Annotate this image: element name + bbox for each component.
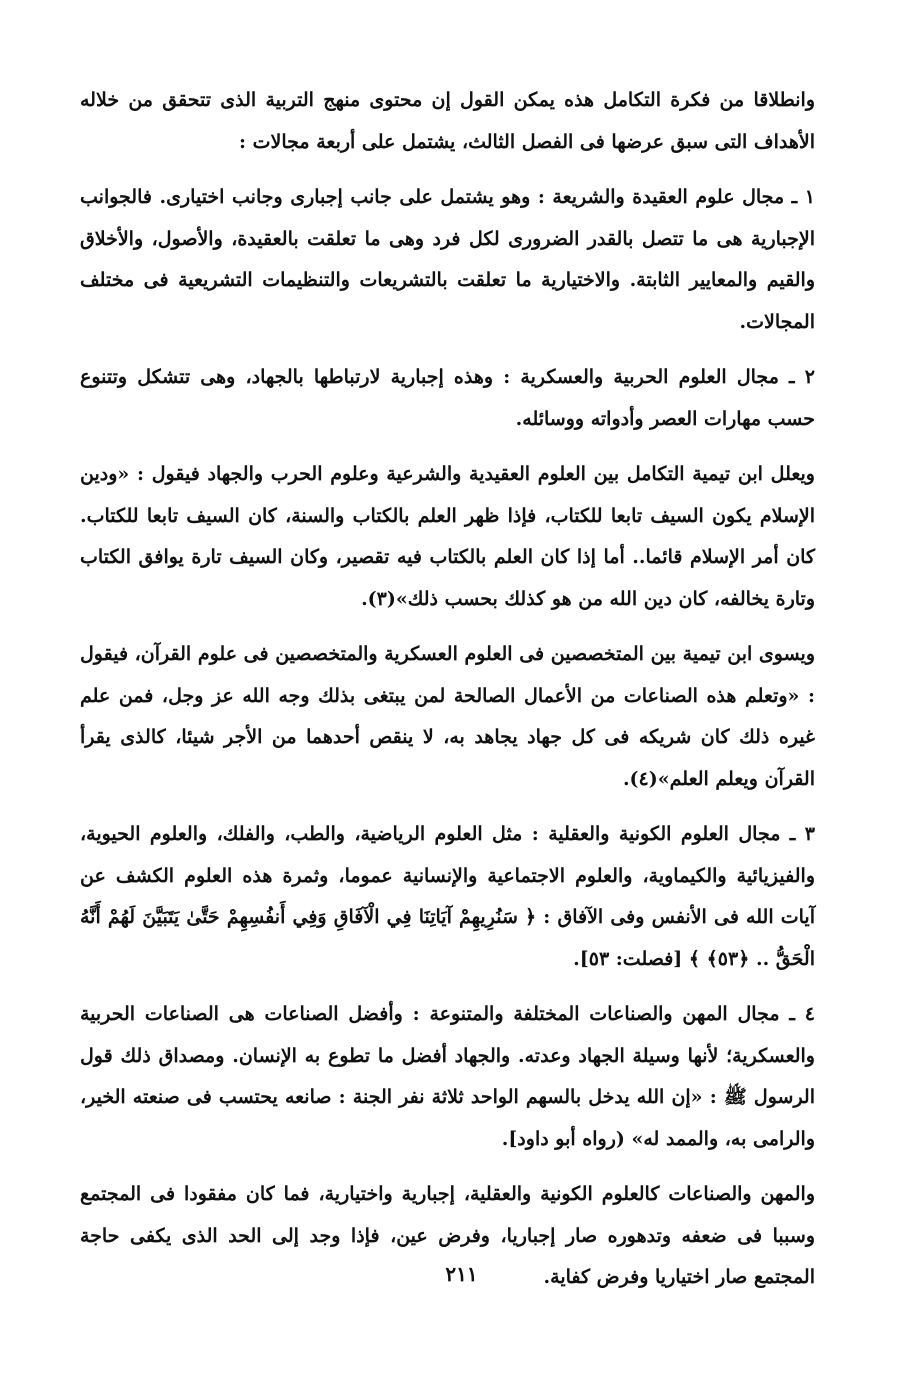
paragraph-ibn-taymiyya-sword: ويعلل ابن تيمية التكامل بين العلوم العقيدية والشرعية وعلوم الحرب والجهاد فيقول : «ودين الإسلام يكون السيف تابعا للكتاب، فإذا ظهر العلم بالكتاب والسنة، كان السيف تابعا للكتاب. كان أمر الإسلام قائما.. أما إذا كان العلم بالكتاب فيه تقصير، وكان السيف تارة يوافق الكتاب وتارة يخالفه، كان دين الله من هو كذلك بحسب ذلك»(٣). — [80, 463, 815, 610]
paragraph-field-3-natural-sciences: ٣ ـ مجال العلوم الكونية والعقلية : مثل العلوم الرياضية، والطب، والفلك، والعلوم الحيوية، والفيزيائية والكيماوية، والعلوم الاجتماعية والإنسانية عموما، وثمرة هذه العلوم الكشف عن آيات الله فى الأنفس وفى الآفاق : ﴿ سَنُرِيهِمْ آيَاتِنَا فِي الْآفَاقِ وَفِي أَنفُسِهِمْ حَتَّىٰ يَتَبَيَّنَ لَهُمْ أَنَّهُ الْحَقُّ .. ﴿٥٣﴾ ﴾ [فصلت: ٥٣]. — [80, 823, 815, 970]
paragraph-field-2-military: ٢ ـ مجال العلوم الحربية والعسكرية : وهذه إجبارية لارتباطها بالجهاد، وهى تتشكل وتتنوع حسب مهارات العصر وأدواته ووسائله. — [80, 366, 815, 430]
paragraph-intro: وانطلاقا من فكرة التكامل هذه يمكن القول إن محتوى منهج التربية الذى تتحقق من خلاله الأهداف التى سبق عرضها فى الفصل الثالث، يشتمل على أربعة مجالات : — [80, 89, 815, 153]
page-number: ٢١١ — [445, 1262, 478, 1286]
page-body — [80, 80, 815, 1313]
paragraph-ibn-taymiyya-specialists: ويسوى ابن تيمية بين المتخصصين فى العلوم العسكرية والمتخصصين فى علوم القرآن، فيقول : «وتعلم هذه الصناعات من الأعمال الصالحة لمن يبتغى بذلك وجه الله عز وجل، فمن علم غيره ذلك كان شريكه فى كل جهاد يجاهد به، لا ينقص أحدهما من الأجر شيئا، كالذى يقرأ القرآن ويعلم العلم»(٤). — [80, 643, 815, 790]
paragraph-crafts-conclusion: والمهن والصناعات كالعلوم الكونية والعقلية، إجبارية واختيارية، فما كان مفقودا فى المجتمع وسببا فى ضعفه وتدهوره صار إجباريا، وفرض عين، فإذا وجد إلى الحد الذى يكفى حاجة المجتمع صار اختياريا وفرض كفاية. — [80, 1183, 815, 1288]
paragraph-field-4-crafts: ٤ ـ مجال المهن والصناعات المختلفة والمتنوعة : وأفضل الصناعات هى الصناعات الحربية والعسكرية؛ لأنها وسيلة الجهاد وعدته. والجهاد أفضل ما تطوع به الإنسان. ومصداق ذلك قول الرسول ﷺ : «إن الله يدخل بالسهم الواحد ثلاثة نفر الجنة : صانعه يحتسب فى صنعته الخير، والرامى به، والممد له» (رواه أبو داود]. — [80, 1003, 815, 1150]
paragraph-field-1-creed-law: ١ ـ مجال علوم العقيدة والشريعة : وهو يشتمل على جانب إجبارى وجانب اختيارى. فالجوانب الإجبارية هى ما تتصل بالقدر الضرورى لكل فرد وهى ما تعلقت بالعقيدة، والأصول، والأخلاق والقيم والمعايير الثابتة. والاختيارية ما تعلقت بالتشريعات والتنظيمات التشريعية فى مختلف المجالات. — [80, 186, 815, 333]
